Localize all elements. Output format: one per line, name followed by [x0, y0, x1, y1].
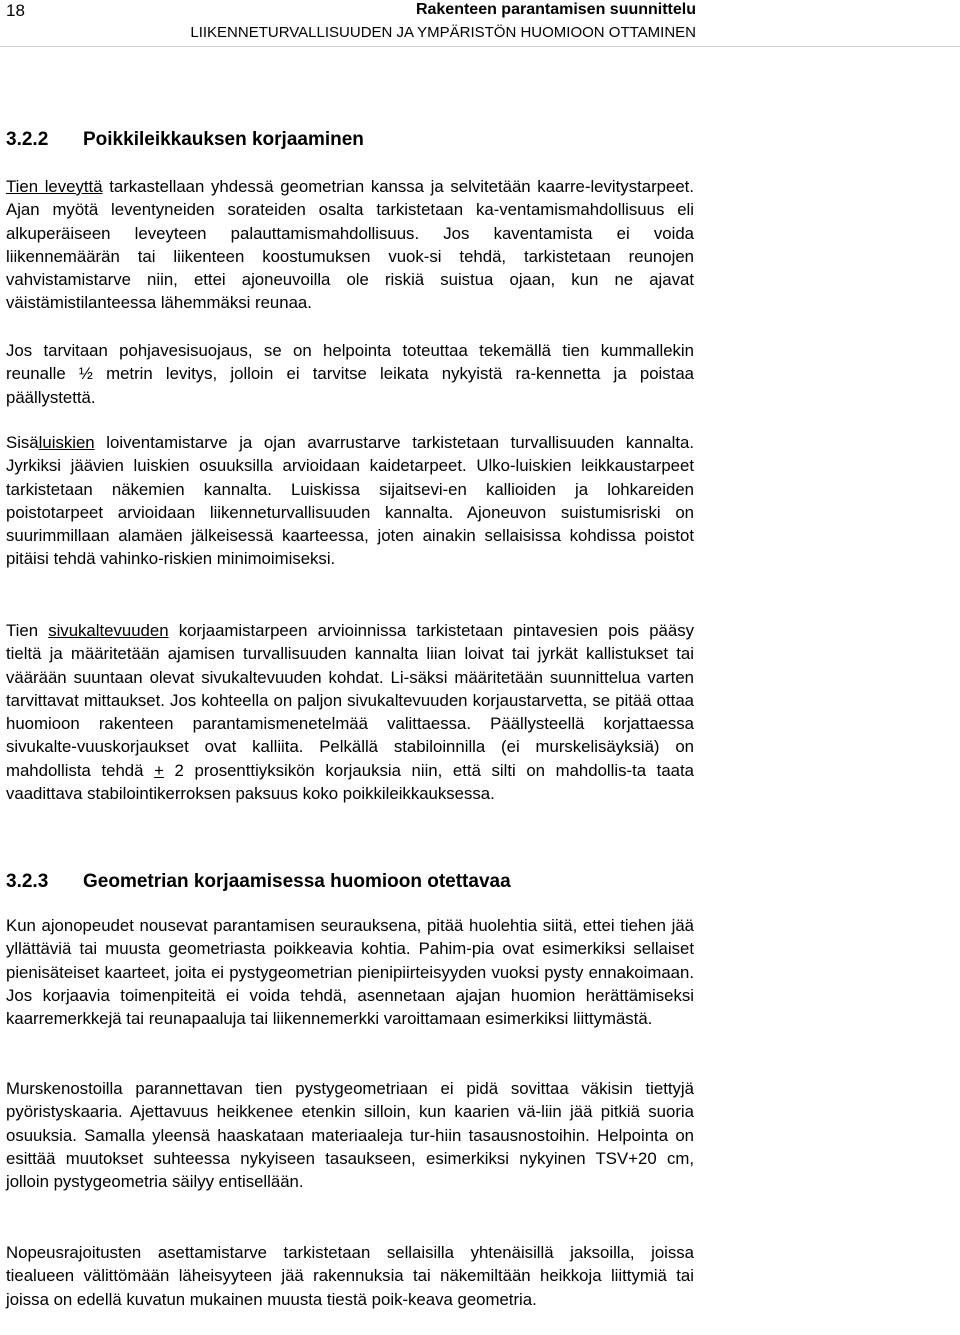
underlined-term: Tien leveyttä [6, 177, 103, 196]
paragraph-text: Tien [6, 621, 49, 640]
paragraph: Nopeusrajoitusten asettamistarve tarkistetaan sellaisilla yhtenäisillä jaksoilla, joissa tiealueen välittömään läheisyyteen jää rakennuksia tai näkemiltään heikkoja liittymiä tai joissa on edellä kuvatun mukainen muusta tiestä poik-keava geometria. [6, 1243, 694, 1309]
paragraph: Murskenostoilla parannettavan tien pystygeometriaan ei pidä sovittaa väkisin tiettyjä pyöristyskaaria. Ajettavuus heikkenee etenkin silloin, kun kaarien vä-liin jää pitkiä suoria osuuksia. Samalla yleensä haaskataan materiaaleja tur-hiin tasausnostoihin. Helpointa on esittää muutokset suhteessa nykyiseen tasaukseen, esimerkiksi nykyinen TSV+20 cm, jolloin pystygeometria säilyy entisellään. [6, 1079, 694, 1192]
paragraph [6, 175, 694, 315]
underlined-term: sivukaltevuuden [48, 621, 169, 640]
document-title: Rakenteen parantamisen suunnittelu [415, 1, 696, 18]
section-title: Poikkileikkauksen korjaaminen [83, 129, 364, 150]
paragraph-text: korjaamistarpeen arvioinnissa tarkistetaan pintavesien pois pääsy tieltä ja määritetään ajamisen turvallisuuden kannalta liian loivat tai jyrkät kallistukset tai väärään suuntaan olevat sivukaltevuuden kohdat. Li-säksi määritetään suunnittelua varten tarvittavat mittaukset. Jos kohteella on paljon sivukaltevuuden korjaustarvetta, se pitää ottaa huomioon rakenteen parantamismenetelmää valittaessa. Päällysteellä korjattaessa sivukalte-vuuskorjaukset ovat kalliita. Pelkällä stabiloinnilla (ei murskelisäyksiä) on mahdollista tehdä [6, 621, 695, 780]
section-number: 3.2.3 [6, 871, 49, 892]
paragraph [6, 619, 694, 805]
page-number: 18 [6, 1, 25, 20]
paragraph: Jos tarvitaan pohjavesisuojaus, se on helpointa toteuttaa tekemällä tien kummallekin reunalle ½ metrin levitys, jolloin ei tarvitse leikata nykyistä ra-kennetta ja poistaa päällystettä. [6, 341, 694, 407]
section-number: 3.2.2 [6, 129, 49, 150]
section-title: Geometrian korjaamisessa huomioon otettavaa [83, 871, 511, 892]
document-subtitle: LIIKENNETURVALLISUUDEN JA YMPÄRISTÖN HUOMIOON OTTAMINEN [190, 24, 696, 41]
section-heading-322 [6, 128, 364, 152]
paragraph-text: 2 prosenttiyksikön korjauksia niin, että silti on mahdollis-ta taata vaadittava stabilointikerroksen paksuus koko poikkileikkauksessa. [6, 760, 695, 804]
paragraph: Kun ajonopeudet nousevat parantamisen seurauksena, pitää huolehtia siitä, ettei tiehen jää yllättäviä tai muusta geometriasta poikkeavia kohtia. Pahim-pia ovat esimerkiksi sellaiset pienisäteiset kaarteet, joita ei pystygeometrian pienipiirteisyyden vuoksi pysty ennakoimaan. Jos korjaavia toimenpiteitä ei voida tehdä, asennetaan ajajan huomion herättämiseksi kaarremerkkejä tai reunapaaluja tai liikennemerkki varoittamaan esimerkiksi liittymästä. [6, 916, 694, 1029]
paragraph [6, 431, 694, 571]
underlined-term: luiskien [38, 433, 95, 452]
section-heading-323 [6, 870, 511, 894]
underlined-symbol: + [154, 760, 164, 780]
paragraph-text: tarkastellaan yhdessä geometrian kanssa ja selvitetään kaarre-levitystarpeet. Ajan myötä leventyneiden sorateiden osalta tarkistetaan ka-ventamismahdollisuus eli alkuperäiseen leveyteen palauttamismahdollisuus. Jos kaventamista ei voida liikennemäärän tai liikenteen koostumuksen vuok-si tehdä, tarkistetaan reunojen vahvistamistarve niin, ettei ajoneuvoilla ole riskiä suistua ojaan, kun ne ajavat väistämistilanteessa lähemmäksi reunaa. [6, 177, 694, 313]
paragraph-text: Sisä [6, 433, 39, 452]
page-header [0, 0, 960, 47]
paragraph-text: loiventamistarve ja ojan avarrustarve tarkistetaan turvallisuuden kannalta. Jyrkiksi jäävien luiskien osuuksilla arvioidaan kaidetarpeet. Ulko-luiskien leikkaustarpeet tarkistetaan näkemien kannalta. Luiskissa sijaitsevi-en kallioiden ja lohkareiden poistotarpeet arvioidaan liikenneturvallisuuden kannalta. Ajoneuvon suistumisriski on suurimmillaan alamäen jälkeisessä kaarteessa, joten ainakin sellaisissa kohdissa poistot pitäisi tehdä vahinko-riskien minimoimiseksi. [6, 433, 694, 569]
header-titles [133, 0, 696, 44]
